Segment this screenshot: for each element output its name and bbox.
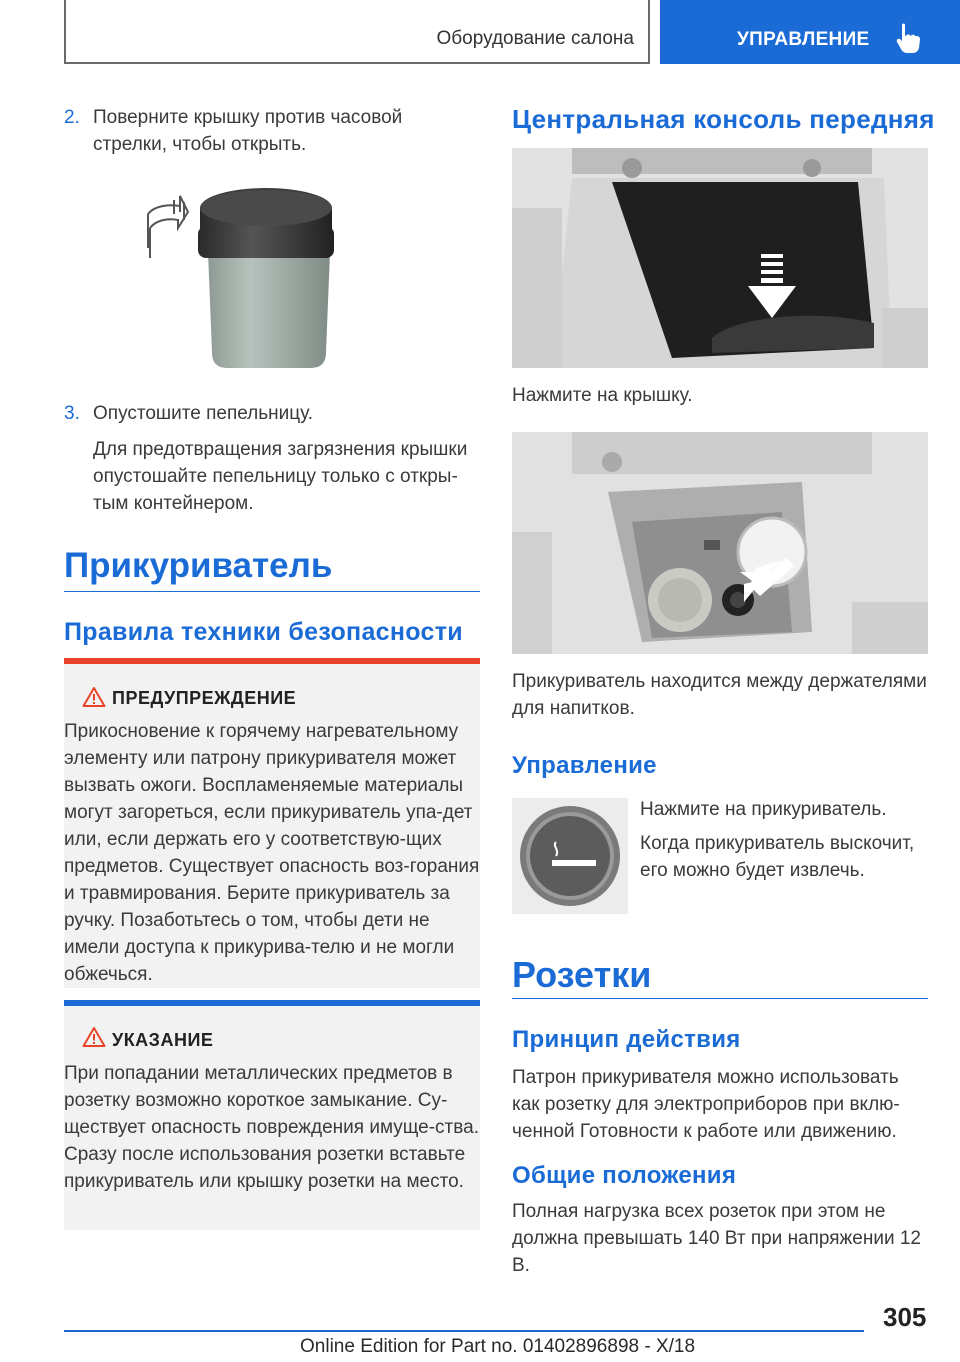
page-number: 305 <box>883 1302 927 1332</box>
lighter-button-photo <box>512 798 628 914</box>
step-2-number: 2. <box>64 107 80 128</box>
rotate-arrow-icon <box>148 196 188 258</box>
notice-title: УКАЗАНИЕ <box>112 1030 214 1050</box>
heading-sockets: Розетки <box>512 954 652 995</box>
notice-body: При попадании металлических предметов в розетку возможно короткое замыкание. Су-ществует опасность повреждения имуще-ства. Сразу после использования розетки вставьте прикуриватель или крышку розетки на место. <box>64 1063 479 1192</box>
warning-body: Прикосновение к горячему нагревательному элементу или патрону прикуривателя может вызвать ожоги. Воспламеняемые материалы могут загореться, если прикуриватель упа-дет или, если держать его у соответствую-щих предметов. Существует опасность воз-горания и травмирования. Берите прикуриватель за ручку. Позаботьтесь о том, чтобы дети не имели доступа к прикурива-телю и не могли обжечься. <box>64 721 480 985</box>
heading-principle: Принцип действия <box>512 1026 741 1053</box>
step-2-text: Поверните крышку против часовой стрелки, чтобы открыть. <box>93 107 403 155</box>
warning-title: ПРЕДУПРЕЖДЕНИЕ <box>112 688 297 708</box>
heading-control: Управление <box>512 752 657 779</box>
warning-triangle-icon <box>82 686 106 708</box>
header-chapter-title: УПРАВЛЕНИЕ <box>737 29 870 50</box>
header-chapter-tab <box>660 0 960 64</box>
step-3-number: 3. <box>64 403 80 424</box>
heading-general: Общие положения <box>512 1162 737 1189</box>
caption-lighter-location: Прикуриватель находится между держателями для напитков. <box>512 671 927 719</box>
footer-edition: Online Edition for Part no. 01402896898 - X/18 <box>300 1336 696 1357</box>
warning-triangle-icon <box>82 1026 106 1048</box>
warning-bar <box>64 658 480 664</box>
heading-center-console: Центральная консоль передняя <box>512 104 935 134</box>
footer-rule <box>64 1330 864 1332</box>
hand-pointer-icon <box>896 22 922 54</box>
control-step-2: Когда прикуриватель выскочит, его можно будет извлечь. <box>640 833 915 881</box>
heading-safety-rules: Правила техники безопасности <box>64 618 463 646</box>
heading-lighter: Прикуриватель <box>64 546 333 585</box>
heading-rule <box>512 998 928 999</box>
ashtray-lid-illustration <box>140 182 370 382</box>
control-step-1: Нажмите на прикуриватель. <box>640 799 887 820</box>
step-3-subtext: Для предотвращения загрязнения крышки опустошайте пепельницу только с откры-тым контейнером. <box>93 439 468 514</box>
header-section-title: Оборудование салона <box>436 28 634 49</box>
heading-rule <box>64 591 480 592</box>
principle-text: Патрон прикуривателя можно использовать как розетку для электроприборов при вклю-ченной Готовности к работе или движению. <box>512 1067 900 1142</box>
console-cover-photo <box>512 148 928 368</box>
lighter-location-photo <box>512 432 928 654</box>
header-section-tab <box>64 0 650 64</box>
general-text: Полная нагрузка всех розеток при этом не должна превышать 140 Вт при напряжении 12 В. <box>512 1201 921 1276</box>
notice-bar <box>64 1000 480 1006</box>
notice-box <box>64 1000 480 1230</box>
step-3-text: Опустошите пепельницу. <box>93 403 314 424</box>
caption-press-cover: Нажмите на крышку. <box>512 385 693 406</box>
warning-box <box>64 658 480 988</box>
